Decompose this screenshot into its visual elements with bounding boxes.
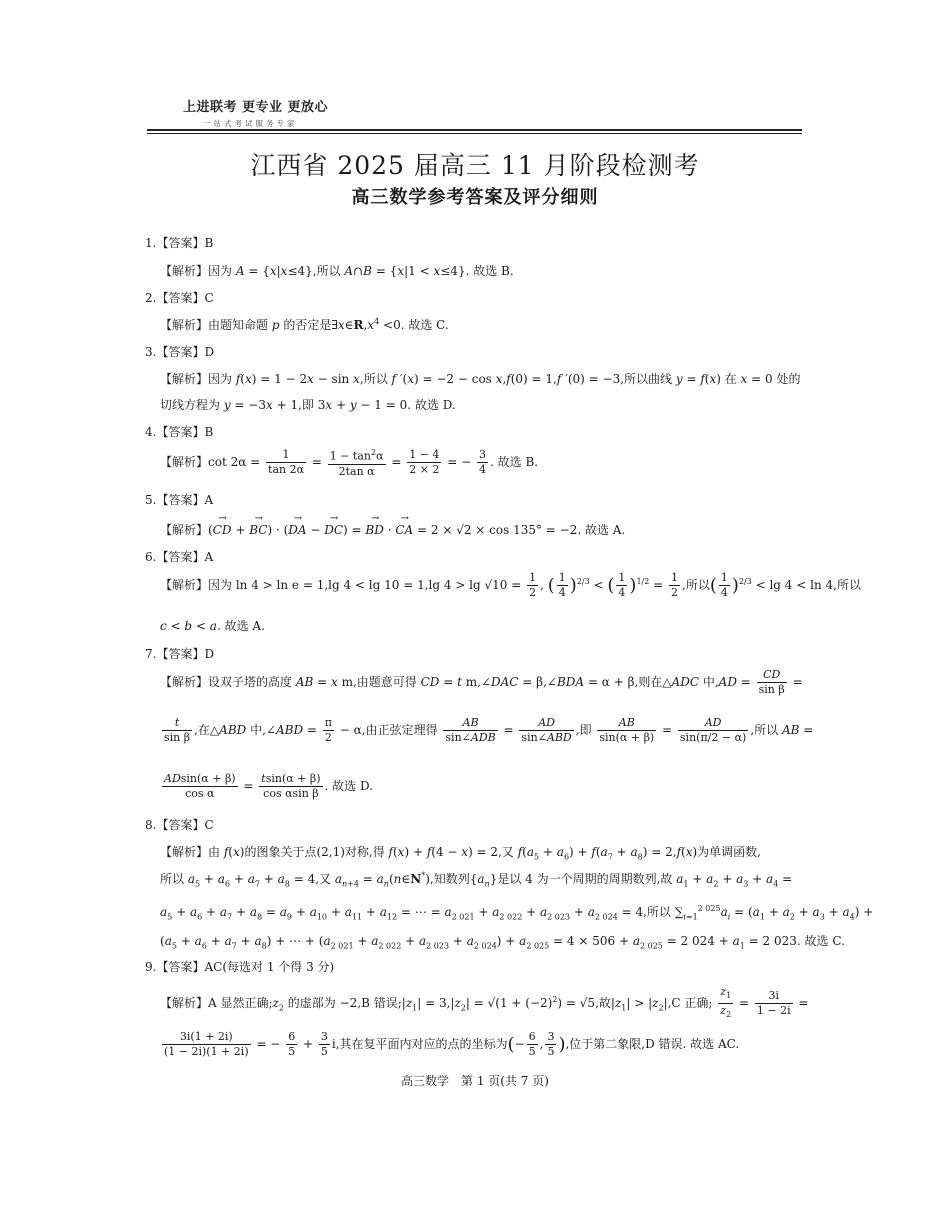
page-title: 江西省 2025 届高三 11 月阶段检测考 [250, 151, 700, 180]
question-3-analysis-line1: 【解析】因为 f(x) = 1 − 2x − sin x,所以 f ′(x) = −2 − cos x,f(0) = 1,f ′(0) = −3,所以曲线 y = f(x) 在 x = 0 处的 [160, 372, 801, 386]
question-8-analysis-line2: 所以 $a_5 + a_6 + a_7 + a_8 = 4$,又 $a_{n+4}$ = $a_n(n\in N^*)$,知数列$\{a_n\}$是以 4 为一个周期的周期数列,故 $a_1 + a_2 + a_3 + a_4$ = [160, 871, 793, 889]
question-8-analysis-line1: 【解析】由 f(x)的图象关于点(2,1)对称,得 f(x) + f(4 − x) = 2,又 $f(a_5 + a_6) + f(a_7 + a_8) = 2,f(x)$为单调函数, [160, 845, 761, 862]
question-9-analysis-line2: $\frac{3i(1 + 2i)}{(1 - 2i)(1 + 2i)}$ = − $\frac{6}{5}$ + $\frac{3}{5}$ i,其在复平面内对应的点的坐标为(− $\frac{6}{5}$ , $\frac{3}{5}$ ),位于第二象限,D 错误. 故选 AC. [164, 1030, 740, 1058]
question-5-answer: 5.【答案】A [145, 493, 214, 507]
question-7-analysis-line3: $\frac{ADsin(\alpha + \beta)}{\text{cos α}}$ = $\frac{tsin(\alpha + \beta)}{\text{cos αsin β}}$ . 故选 D. [164, 772, 373, 800]
brand-subtitle: 一站式考试服务专家 [203, 119, 298, 128]
page-subtitle: 高三数学参考答案及评分细则 [351, 187, 599, 208]
brand-logo [183, 96, 328, 129]
question-6-analysis-line2: c < b < a. 故选 A. [160, 619, 265, 633]
question-6-answer: 6.【答案】A [145, 550, 214, 564]
question-1-analysis: 【解析】因为 A = {x|x≤4},所以 A∩B = {x|1 < x≤4}. 故选 B. [160, 264, 514, 278]
question-8-analysis-line3: $a_5 + a_6 + a_7 + a_8 = a_9 + a_{10} + a_{11} + a_{12}$ = ⋯ = $a_{2 021} + a_{2 022} + a_{2 023} + a_{2 024} = 4$,所以 $\sum_{i=1}^{2 025}a_i = (a_1 + a_2 + a_3 + a_4)$ + [160, 904, 874, 922]
question-4-analysis: 【解析】cot 2α = $\frac{1}{\tan 2\alpha}$ = $\frac{1 - \tan^2\alpha}{\text{2tan α}}$ = $\frac{1 - 4}{2 \times 2}$ = − $\frac{3}{4}$ . 故选 B. [160, 447, 539, 478]
question-6-analysis-line1: 【解析】因为 ln 4 > ln e = 1,lg 4 < lg 10 = 1,lg 4 > lg √10 = $\frac{1}{2}$ , ( $\frac{1}{4}$ )$^{2/3}$ < ( $\frac{1}{4}$ )$^{1/2}$ = $\frac{1}{2}$ ,所以( $\frac{1}{4}$ )$^{2/3}$ < lg 4 < ln 4,所以 [160, 571, 861, 599]
page-footer: 高三数学 第 1 页(共 7 页) [401, 1074, 549, 1088]
question-8-analysis-line4: $(a_5 + a_6 + a_7 + a_8)$ + ⋯ + $(a_{2 021} + a_{2 022} + a_{2 023} + a_{2 024}) + a_{2 025} = 4 \times 506 + a_{2 025} = 2$ $024 + a_1 = 2$ 023. 故选 C. [160, 934, 845, 951]
question-7-analysis-line1: 【解析】设双子塔的高度 AB = x m,由题意可得 CD = t m,∠DAC = β,∠BDA = α + β,则在△ADC 中,AD = $\frac{CD}{\text{sin β}}$ = [160, 668, 803, 696]
question-9-answer: 9.【答案】AC(每选对 1 个得 3 分) [145, 960, 335, 974]
question-8-answer: 8.【答案】C [145, 818, 214, 832]
question-2-answer: 2.【答案】C [145, 291, 214, 305]
question-7-answer: 7.【答案】D [145, 647, 215, 661]
question-5-analysis: 【解析】(→ CD + → BC) · (→ DA − → DC) = → BD · → CA = 2 × √2 × cos 135° = −2. 故选 A. [160, 521, 625, 538]
question-2-analysis: 【解析】由题知命题 p 的否定是$\exists x\in R,x^4 <0$. 故选 C. [160, 317, 449, 332]
brand-title: 上进联考 更专业 更放心 [183, 100, 329, 115]
question-3-answer: 3.【答案】D [145, 345, 215, 359]
header-rule-thin [147, 133, 802, 134]
question-4-answer: 4.【答案】B [145, 425, 214, 439]
question-1-answer: 1.【答案】B [145, 236, 214, 250]
question-7-analysis-line2: $\frac{t}{\text{sin β}}$ ,在△ABD 中,∠ABD = $\frac{\pi}{2}$ − α,由正弦定理得 $\frac{AB}{\text{sin∠ADB}}$ = $\frac{AD}{\text{sin∠ABD}}$ ,即 $\frac{AB}{\sin(\alpha + \beta)}$ = $\frac{AD}{\sin(\pi/2 - \alpha)}$ ,所以 AB = [164, 716, 814, 744]
question-9-analysis-line1: 【解析】A 显然正确$;z_2$ 的虚部为 −2,B 错误$;|z_1| = 3,|z_2| = √(1 + (-2)^2) = √5$,故$|z_1| > |z_2|,C$ 正确; $\frac{z_1}{z_2}$ = $\frac{3i}{1 - 2i}$ = [160, 985, 809, 1020]
header-rule [147, 129, 802, 131]
question-3-analysis-line2: 切线方程为 y = −3x + 1,即 3x + y − 1 = 0. 故选 D. [160, 398, 456, 412]
